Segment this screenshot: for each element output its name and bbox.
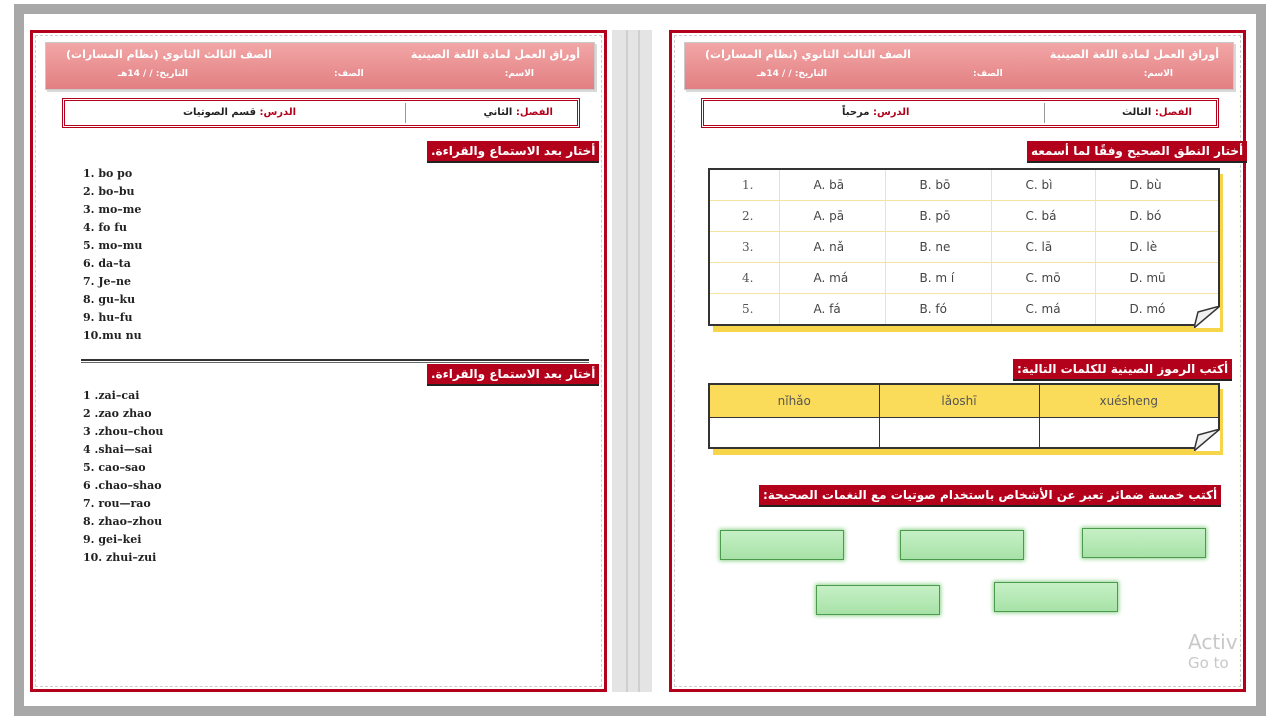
question-number: 4. bbox=[709, 263, 779, 294]
watermark-line-2: Go to bbox=[1188, 654, 1229, 672]
answer-cell[interactable] bbox=[1039, 417, 1219, 448]
choice-option[interactable]: A. má bbox=[779, 263, 885, 294]
question-number: 1. bbox=[709, 169, 779, 200]
list-item: 7. rou—rao bbox=[83, 497, 151, 510]
syllable-list-2 bbox=[83, 389, 163, 569]
list-item: 3. mo–me bbox=[83, 203, 142, 216]
lesson-info-bar bbox=[701, 98, 1219, 128]
worksheet-page-right bbox=[669, 30, 1246, 692]
words-table bbox=[708, 383, 1220, 449]
unit-value: الثاني bbox=[483, 107, 513, 118]
page-header bbox=[684, 42, 1234, 90]
page-gutter bbox=[612, 30, 652, 692]
list-item: 8. gu–ku bbox=[83, 293, 136, 306]
info-separator bbox=[1044, 103, 1045, 123]
question-number: 5. bbox=[709, 294, 779, 325]
choice-option[interactable]: C. bá bbox=[991, 200, 1095, 231]
section-title-pronunciation: أختار النطق الصحيح وفقًا لما أسمعه bbox=[1027, 141, 1247, 163]
choice-option[interactable]: A. bā bbox=[779, 169, 885, 200]
choice-table-wrap bbox=[708, 168, 1218, 326]
choice-option[interactable]: B. m í bbox=[885, 263, 991, 294]
table-row bbox=[709, 231, 1219, 262]
unit-info bbox=[1122, 107, 1192, 118]
syllable-list-1 bbox=[83, 167, 142, 347]
list-item: 5. cao–sao bbox=[83, 461, 146, 474]
section-title-listening-2: أختار بعد الاستماع والقراءة. bbox=[427, 364, 599, 386]
answer-box[interactable] bbox=[900, 530, 1024, 560]
table-row bbox=[709, 417, 1219, 448]
unit-label: الفصل: bbox=[1154, 107, 1192, 118]
name-label: الاسم: bbox=[1143, 69, 1173, 79]
lesson-label: الدرس: bbox=[259, 107, 296, 118]
choice-option[interactable]: B. ne bbox=[885, 231, 991, 262]
list-item: 3 .zhou–chou bbox=[83, 425, 164, 438]
list-item: 4 .shai—sai bbox=[83, 443, 153, 456]
choice-option[interactable]: D. mū bbox=[1095, 263, 1219, 294]
header-title: أوراق العمل لمادة اللغة الصينية bbox=[1049, 48, 1219, 61]
list-item: 9. hu–fu bbox=[83, 311, 133, 324]
list-item: 2 .zao zhao bbox=[83, 407, 152, 420]
unit-value: الثالث bbox=[1121, 107, 1152, 118]
answer-cell[interactable] bbox=[709, 417, 879, 448]
lesson-value: مرحباً bbox=[842, 107, 870, 118]
section-divider bbox=[81, 359, 589, 363]
section-title-write-characters: أكتب الرموز الصينية للكلمات التالية: bbox=[1013, 359, 1232, 381]
choice-option[interactable]: D. mó bbox=[1095, 294, 1219, 325]
list-item: 4. fo fu bbox=[83, 221, 127, 234]
word-header: nǐhǎo bbox=[709, 384, 879, 417]
question-number: 2. bbox=[709, 200, 779, 231]
list-item: 9. gei–kei bbox=[83, 533, 142, 546]
list-item: 10.mu nu bbox=[83, 329, 142, 342]
name-label: الاسم: bbox=[504, 69, 534, 79]
date-label: التاريخ: / / 14هـ bbox=[757, 69, 827, 79]
choice-option[interactable]: D. lè bbox=[1095, 231, 1219, 262]
word-header: lǎoshī bbox=[879, 384, 1039, 417]
unit-info bbox=[483, 107, 553, 118]
header-title: أوراق العمل لمادة اللغة الصينية bbox=[410, 48, 580, 61]
lesson-label: الدرس: bbox=[872, 107, 910, 118]
choice-option[interactable]: B. bō bbox=[885, 169, 991, 200]
table-row bbox=[709, 169, 1219, 200]
header-grade: الصف الثالث الثانوي (نظام المسارات) bbox=[66, 48, 272, 61]
gutter-line bbox=[638, 30, 640, 692]
page-curl-icon bbox=[1194, 429, 1220, 451]
watermark-line-1: Activ bbox=[1188, 630, 1238, 654]
pronunciation-choice-table bbox=[708, 168, 1220, 326]
list-item: 10. zhui–zui bbox=[83, 551, 157, 564]
lesson-info bbox=[842, 107, 909, 118]
lesson-info-bar bbox=[62, 98, 580, 128]
choice-option[interactable]: C. lā bbox=[991, 231, 1095, 262]
table-row bbox=[709, 263, 1219, 294]
lesson-value: قسم الصوتيات bbox=[183, 107, 256, 118]
gutter-line bbox=[626, 30, 628, 692]
choice-option[interactable]: D. bù bbox=[1095, 169, 1219, 200]
choice-option[interactable]: A. nǎ bbox=[779, 231, 885, 262]
list-item: 2. bo–bu bbox=[83, 185, 135, 198]
answer-box[interactable] bbox=[816, 585, 940, 615]
list-item: 1. bo po bbox=[83, 167, 133, 180]
table-header-row bbox=[709, 384, 1219, 417]
table-row bbox=[709, 200, 1219, 231]
answer-box[interactable] bbox=[994, 582, 1118, 612]
class-label: الصف: bbox=[334, 69, 364, 79]
lesson-info bbox=[183, 107, 296, 118]
header-grade: الصف الثالث الثانوي (نظام المسارات) bbox=[705, 48, 911, 61]
section-title-pronouns: أكتب خمسة ضمائر تعبر عن الأشخاص باستخدام صوتيات مع النغمات الصحيحة: bbox=[759, 485, 1221, 507]
list-item: 5. mo–mu bbox=[83, 239, 143, 252]
choice-option[interactable]: B. fó bbox=[885, 294, 991, 325]
class-label: الصف: bbox=[973, 69, 1003, 79]
info-separator bbox=[405, 103, 406, 123]
page-curl-icon bbox=[1194, 306, 1220, 328]
answer-cell[interactable] bbox=[879, 417, 1039, 448]
answer-box[interactable] bbox=[720, 530, 844, 560]
word-header: xuésheng bbox=[1039, 384, 1219, 417]
list-item: 7. Je–ne bbox=[83, 275, 132, 288]
answer-box[interactable] bbox=[1082, 528, 1206, 558]
list-item: 6. da–ta bbox=[83, 257, 131, 270]
choice-option[interactable]: C. mō bbox=[991, 263, 1095, 294]
worksheet-page-left bbox=[30, 30, 607, 692]
list-item: 6 .chao–shao bbox=[83, 479, 162, 492]
activation-watermark bbox=[1188, 630, 1238, 672]
choice-option[interactable]: D. bó bbox=[1095, 200, 1219, 231]
choice-option[interactable]: C. bì bbox=[991, 169, 1095, 200]
unit-label: الفصل: bbox=[515, 107, 553, 118]
list-item: 8. zhao–zhou bbox=[83, 515, 163, 528]
table-row bbox=[709, 294, 1219, 325]
date-label: التاريخ: / / 14هـ bbox=[118, 69, 188, 79]
choice-option[interactable]: B. pō bbox=[885, 200, 991, 231]
choice-option[interactable]: A. fá bbox=[779, 294, 885, 325]
choice-option[interactable]: A. pā bbox=[779, 200, 885, 231]
words-table-wrap bbox=[708, 383, 1218, 449]
question-number: 3. bbox=[709, 231, 779, 262]
choice-option[interactable]: C. má bbox=[991, 294, 1095, 325]
page-header bbox=[45, 42, 595, 90]
section-title-listening-1: أختار بعد الاستماع والقراءة. bbox=[427, 141, 599, 163]
list-item: 1 .zai–cai bbox=[83, 389, 140, 402]
